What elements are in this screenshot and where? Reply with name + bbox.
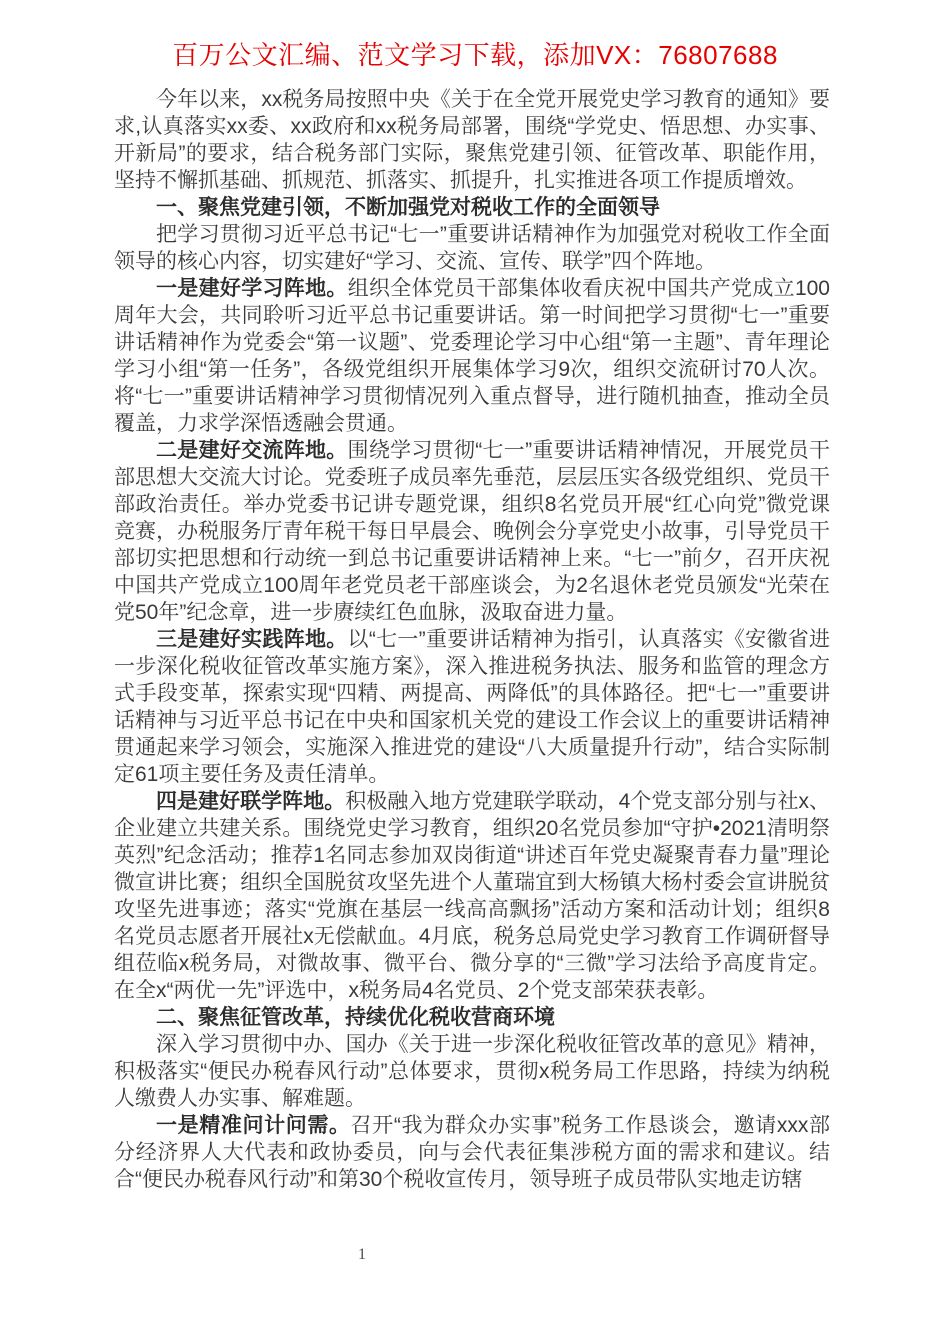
section-heading bbox=[114, 194, 830, 221]
paragraph bbox=[114, 788, 830, 1004]
heading-text: 一、聚焦党建引领，不断加强党对税收工作的全面领导 bbox=[156, 196, 660, 219]
paragraph-lead: 二是建好交流阵地。 bbox=[156, 439, 348, 462]
paragraph bbox=[114, 626, 830, 788]
document-body bbox=[114, 86, 830, 1193]
paragraph-text: 围绕学习贯彻“七一”重要讲话精神情况，开展党员干部思想大交流大讨论。党委班子成员率先垂范，层层压实各级党组织、党员干部政治责任。举办党委书记讲专题党课，组织8名党员开展“红心向党”微党课竞赛，办税服务厅青年税干每日早晨会、晚例会分享党史小故事，引导党员干部切实把思想和行动统一到总书记重要讲话精神上来。“七一”前夕，召开庆祝中国共产党成立100周年老党员老干部座谈会，为2名退休老党员颁发“光荣在党50年”纪念章，进一步赓续红色血脉，汲取奋进力量。 bbox=[114, 439, 831, 624]
paragraph bbox=[114, 437, 830, 626]
paragraph-text: 把学习贯彻习近平总书记“七一”重要讲话精神作为加强党对税收工作全面领导的核心内容，切实建好“学习、交流、宣传、联学”四个阵地。 bbox=[114, 223, 830, 273]
paragraph-text: 积极融入地方党建联学联动，4个党支部分别与社x、企业建立共建关系。围绕党史学习教育，组织20名党员参加“守护•2021清明祭英烈”纪念活动；推荐1名同志参加双岗街道“讲述百年党史凝聚青春力量”理论微宣讲比赛；组织全国脱贫攻坚先进个人董瑞宜到大杨镇大杨村委会宣讲脱贫攻坚先进事迹；落实“党旗在基层一线高高飘扬”活动方案和活动计划；组织8名党员志愿者开展社x无偿献血。4月底，税务总局党史学习教育工作调研督导组莅临x税务局，对微故事、微平台、微分享的“三微”学习法给予高度肯定。在全x“两优一先”评选中，x税务局4名党员、2个党支部荣获表彰。 bbox=[114, 790, 830, 1002]
paragraph-lead: 一是建好学习阵地。 bbox=[156, 277, 348, 300]
header-promo-notice: 百万公文汇编、范文学习下载，添加VX：76807688 bbox=[172, 40, 778, 70]
paragraph bbox=[114, 1112, 830, 1193]
paragraph-lead: 一是精准问计问需。 bbox=[156, 1114, 351, 1137]
paragraph bbox=[114, 221, 830, 275]
paragraph bbox=[114, 275, 830, 437]
paragraph-text: 深入学习贯彻中办、国办《关于进一步深化税收征管改革的意见》精神，积极落实“便民办税春风行动”总体要求，贯彻x税务局工作思路，持续为纳税人缴费人办实事、解难题。 bbox=[114, 1033, 830, 1110]
paragraph bbox=[114, 1031, 830, 1112]
paragraph-text: 今年以来，xx税务局按照中央《关于在全党开展党史学习教育的通知》要求,认真落实xx委、xx政府和xx税务局部署，围绕“学党史、悟思想、办实事、开新局”的要求，结合税务部门实际，聚焦党建引领、征管改革、职能作用，坚持不懈抓基础、抓规范、抓落实、抓提升，扎实推进各项工作提质增效。 bbox=[114, 88, 830, 192]
paragraph-text: 组织全体党员干部集体收看庆祝中国共产党成立100周年大会，共同聆听习近平总书记重要讲话。第一时间把学习贯彻“七一”重要讲话精神作为党委会“第一议题”、党委理论学习中心组“第一主题”、青年理论学习小组“第一任务”，各级党组织开展集体学习9次，组织交流研讨70人次。将“七一”重要讲话精神学习贯彻情况列入重点督导，进行随机抽查，推动全员覆盖，力求学深悟透融会贯通。 bbox=[114, 277, 830, 435]
page-number: 1 bbox=[358, 1246, 366, 1263]
paragraph-text: 召开“我为群众办实事”税务工作恳谈会，邀请xxx部分经济界人大代表和政协委员，向与会代表征集涉税方面的需求和建议。结合“便民办税春风行动”和第30个税收宣传月，领导班子成员带队实地走访辖 bbox=[114, 1114, 830, 1191]
paragraph-lead: 四是建好联学阵地。 bbox=[156, 790, 346, 813]
section-heading bbox=[114, 1004, 830, 1031]
heading-text: 二、聚焦征管改革，持续优化税收营商环境 bbox=[156, 1006, 555, 1029]
paragraph bbox=[114, 86, 830, 194]
paragraph-text: 以“七一”重要讲话精神为指引，认真落实《安徽省进一步深化税收征管改革实施方案》，深入推进税务执法、服务和监管的理念方式手段变革，探索实现“四精、两提高、两降低”的具体路径。把“七一”重要讲话精神与习近平总书记在中央和国家机关党的建设工作会议上的重要讲话精神贯通起来学习领会，实施深入推进党的建设“八大质量提升行动”，结合实际制定61项主要任务及责任清单。 bbox=[114, 628, 831, 786]
paragraph-lead: 三是建好实践阵地。 bbox=[156, 628, 348, 651]
